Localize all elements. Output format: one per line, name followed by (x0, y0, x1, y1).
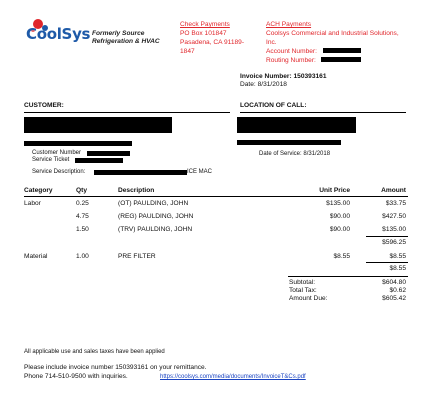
remittance-note: Please include invoice number 150393161 on your remittance. (24, 364, 207, 371)
service-description-redaction (94, 170, 187, 175)
routing-number-redaction (321, 57, 361, 62)
total-tax-label: Total Tax: (289, 287, 317, 294)
material-subtotal: $8.55 (389, 265, 406, 272)
row-unit-price: $90.00 (329, 226, 350, 233)
amount-due-value: $605.42 (382, 295, 406, 302)
location-address-redaction (237, 140, 341, 145)
row-description: PRE FILTER (118, 253, 156, 260)
terms-link[interactable]: https://coolsys.com/media/documents/InvoiceT&Cs.pdf (160, 374, 306, 380)
row-description: (OT) PAULDING, JOHN (118, 200, 189, 207)
location-heading: LOCATION OF CALL: (240, 102, 307, 109)
tagline-line2: Refrigeration & HVAC (92, 38, 160, 45)
row-description: (TRV) PAULDING, JOHN (118, 226, 193, 233)
row-amount: $8.55 (389, 253, 406, 260)
subtotal-label: Subtotal: (289, 279, 316, 286)
row-amount: $135.00 (382, 226, 406, 233)
row-unit-price: $135.00 (326, 200, 350, 207)
account-number-label: Account Number: (266, 48, 317, 55)
row-qty: 0.25 (76, 200, 89, 207)
customer-heading-rule (24, 112, 230, 113)
totals-rule (288, 276, 408, 277)
row-qty: 1.00 (76, 253, 89, 260)
routing-number-label: Routing Number: (266, 57, 316, 64)
col-header-category: Category (24, 187, 53, 194)
date-of-service: Date of Service: 8/31/2018 (259, 151, 331, 157)
row-category: Labor (24, 200, 41, 207)
row-description: (REG) PAULDING, JOHN (118, 213, 194, 220)
phone-note: Phone 714-510-9500 with inquiries. (24, 373, 128, 380)
col-header-description: Description (118, 187, 155, 194)
tax-note: All applicable use and sales taxes have been applied (24, 349, 165, 355)
labor-subtotal-rule (366, 236, 408, 237)
col-header-unit-price: Unit Price (319, 187, 350, 194)
row-unit-price: $8.55 (333, 253, 350, 260)
service-description-suffix: ICE MAC (187, 169, 213, 175)
col-header-qty: Qty (76, 187, 87, 194)
ach-payments-heading: ACH Payments (266, 21, 312, 28)
invoice-number: Invoice Number: 150393161 (240, 73, 327, 80)
row-category: Material (24, 253, 48, 260)
ach-payments-line1: Coolsys Commercial and Industrial Solutions, (266, 30, 399, 37)
service-ticket-label: Service Ticket (32, 157, 70, 163)
location-name-redaction (237, 117, 356, 133)
subtotal-value: $604.80 (382, 279, 406, 286)
customer-heading: CUSTOMER: (24, 102, 64, 109)
location-heading-rule (240, 112, 406, 113)
check-payments-line3: 1847 (180, 48, 195, 55)
row-amount: $427.50 (382, 213, 406, 220)
customer-number-redaction (87, 151, 130, 156)
check-payments-heading: Check Payments (180, 21, 230, 28)
row-qty: 1.50 (76, 226, 89, 233)
row-unit-price: $90.00 (329, 213, 350, 220)
customer-name-redaction (24, 117, 172, 133)
customer-address-redaction (24, 141, 132, 146)
check-payments-line2: Pasadena, CA 91189- (180, 39, 245, 46)
total-tax-value: $0.62 (389, 287, 406, 294)
amount-due-label: Amount Due: (289, 295, 328, 302)
service-description-label: Service Description: (32, 169, 86, 175)
check-payments-block (180, 20, 244, 56)
service-ticket-redaction (75, 158, 123, 163)
table-header-rule (24, 196, 408, 197)
row-qty: 4.75 (76, 213, 89, 220)
tagline-line1: Formerly Source (92, 30, 145, 37)
company-logo (24, 15, 91, 49)
check-payments-line1: PO Box 101847 (180, 30, 227, 37)
invoice-date: Date: 8/31/2018 (240, 81, 287, 88)
account-number-redaction (323, 48, 361, 53)
customer-number-label: Customer Number (32, 150, 82, 156)
row-amount: $33.75 (385, 200, 406, 207)
material-subtotal-rule (366, 262, 408, 263)
col-header-amount: Amount (381, 187, 406, 194)
ach-payments-line2: Inc. (266, 39, 277, 46)
company-tagline (92, 30, 160, 46)
labor-subtotal: $596.25 (382, 239, 406, 246)
logo-text: CoolSys (26, 25, 91, 43)
